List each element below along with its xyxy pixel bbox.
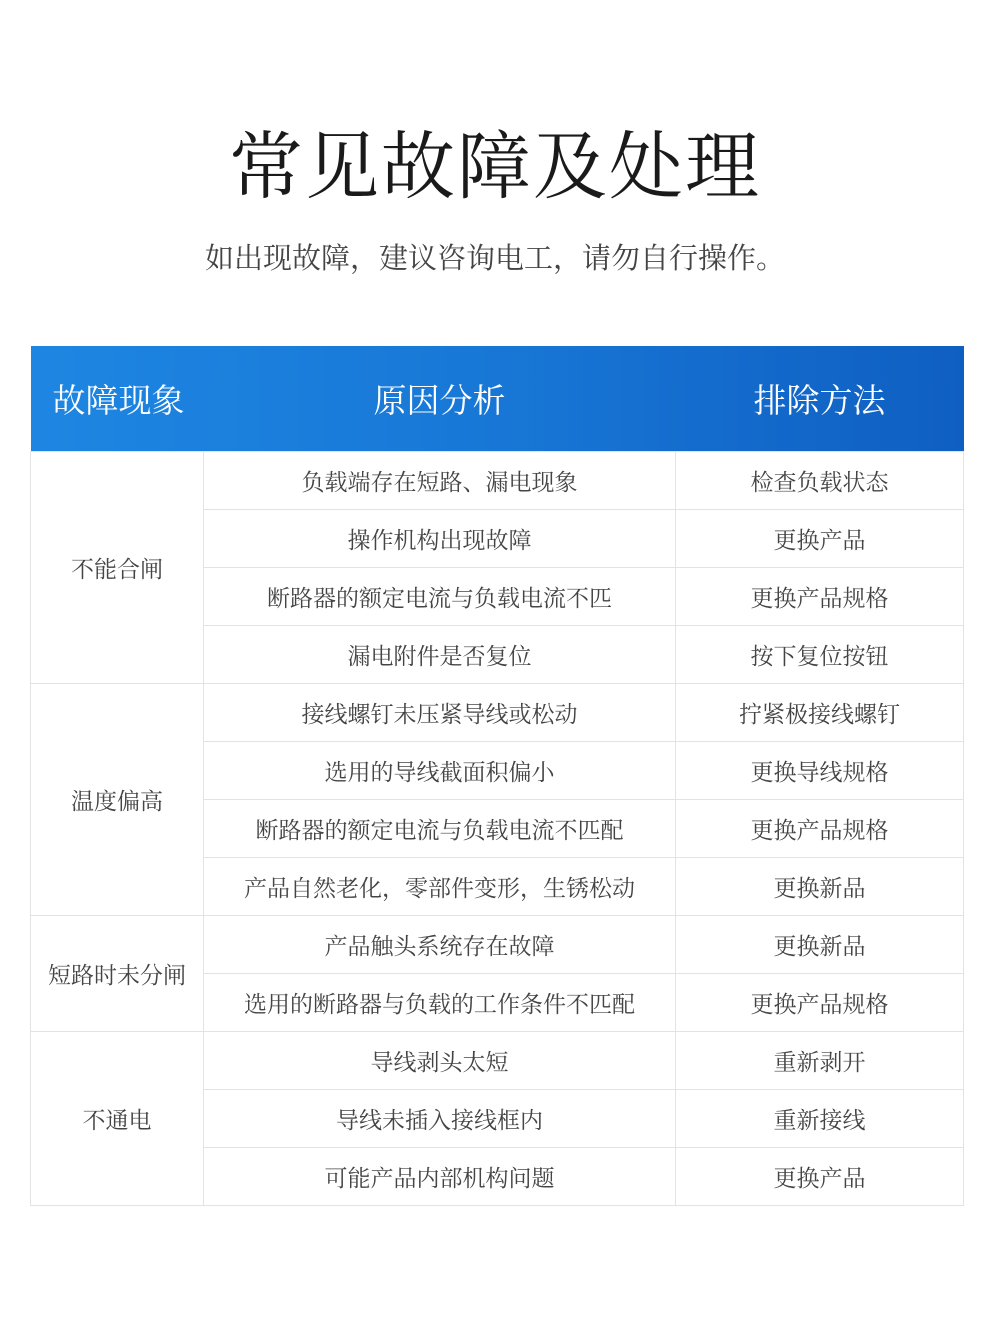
solution-cell: 更换新品	[676, 857, 964, 915]
cause-cell: 漏电附件是否复位	[204, 625, 676, 683]
header-row	[31, 346, 964, 451]
page-title: 常见故障及处理	[229, 124, 761, 210]
solution-cell: 重新剥开	[676, 1031, 964, 1089]
solution-cell: 更换导线规格	[676, 741, 964, 799]
table-row	[31, 683, 964, 741]
solution-cell: 更换产品	[676, 509, 964, 567]
solution-cell: 更换产品规格	[676, 799, 964, 857]
symptom-cell: 不能合闸	[31, 451, 204, 683]
cause-cell: 导线剥头太短	[204, 1031, 676, 1089]
table-row	[31, 1031, 964, 1089]
cause-cell: 可能产品内部机构问题	[204, 1147, 676, 1205]
symptom-cell: 短路时未分闸	[31, 915, 204, 1031]
cause-cell: 操作机构出现故障	[204, 509, 676, 567]
cause-cell: 产品触头系统存在故障	[204, 915, 676, 973]
cause-cell: 断路器的额定电流与负载电流不匹配	[204, 799, 676, 857]
header-cause: 原因分析	[373, 380, 506, 420]
cause-cell: 选用的断路器与负载的工作条件不匹配	[204, 973, 676, 1031]
cause-cell: 负载端存在短路、漏电现象	[204, 451, 676, 509]
page-subtitle: 如出现故障，建议咨询电工，请勿自行操作。	[204, 241, 785, 275]
solution-cell: 按下复位按钮	[676, 625, 964, 683]
symptom-cell: 不通电	[31, 1031, 204, 1205]
cause-cell: 断路器的额定电流与负载电流不匹	[204, 567, 676, 625]
table-row	[31, 451, 964, 509]
cause-cell: 接线螺钉未压紧导线或松动	[204, 683, 676, 741]
solution-cell: 更换产品规格	[676, 973, 964, 1031]
cause-cell: 导线未插入接线框内	[204, 1089, 676, 1147]
solution-cell: 重新接线	[676, 1089, 964, 1147]
cause-cell: 产品自然老化，零部件变形，生锈松动	[204, 857, 676, 915]
solution-cell: 拧紧极接线螺钉	[676, 683, 964, 741]
header-solution: 排除方法	[753, 380, 886, 420]
fault-table	[30, 346, 964, 1206]
table-header	[31, 346, 964, 451]
solution-cell: 更换产品	[676, 1147, 964, 1205]
solution-cell: 检查负载状态	[676, 451, 964, 509]
header-symptom: 故障现象	[52, 380, 185, 420]
symptom-cell: 温度偏高	[31, 683, 204, 915]
solution-cell: 更换新品	[676, 915, 964, 973]
table-body	[31, 451, 964, 1205]
cause-cell: 选用的导线截面积偏小	[204, 741, 676, 799]
table-row	[31, 915, 964, 973]
solution-cell: 更换产品规格	[676, 567, 964, 625]
